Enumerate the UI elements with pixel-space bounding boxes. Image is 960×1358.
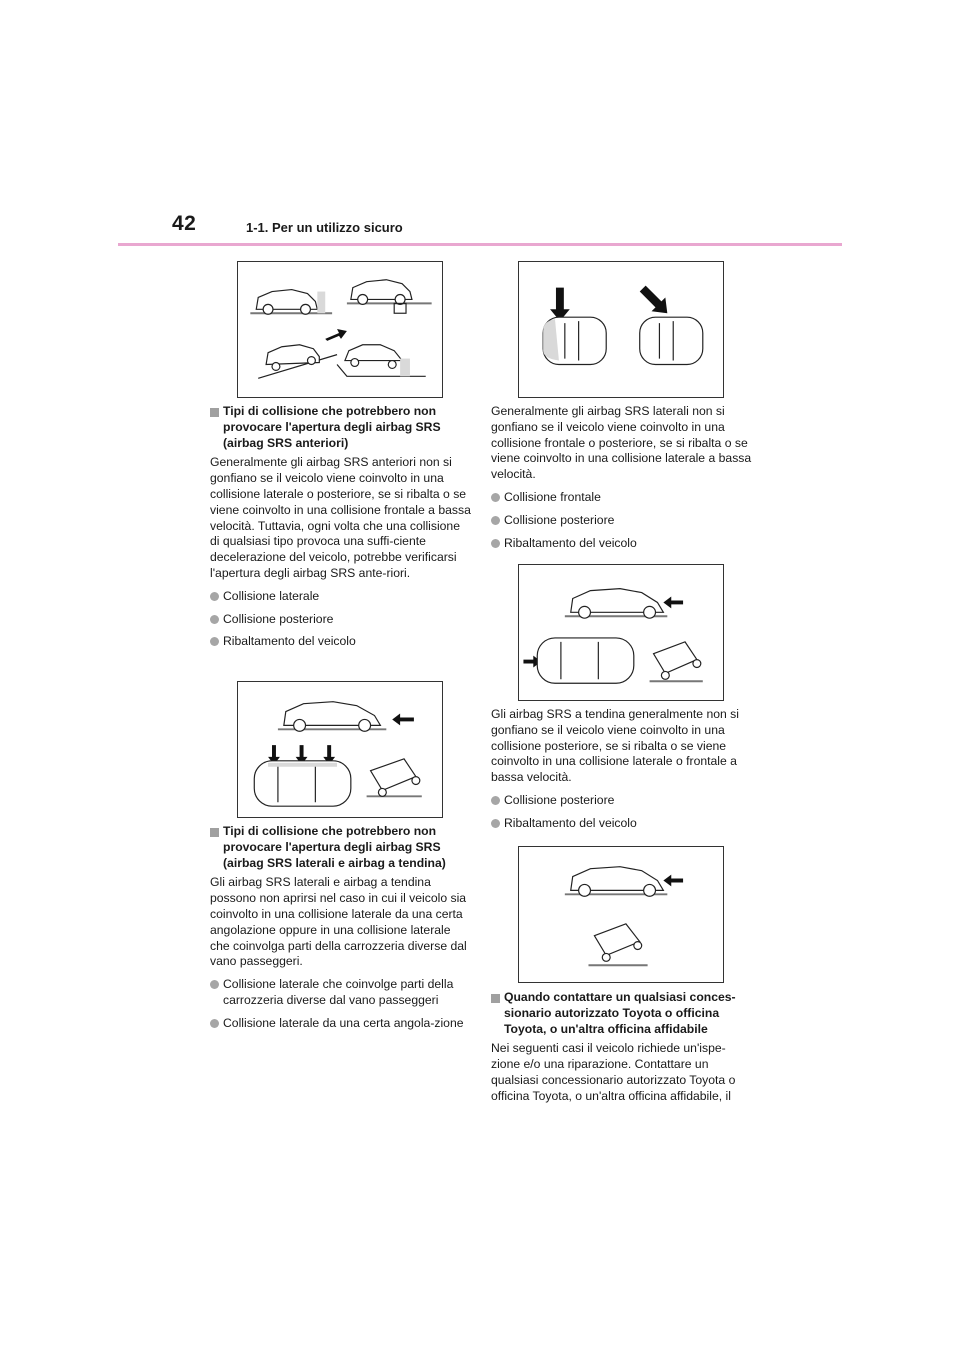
section-title: 1-1. Per un utilizzo sicuro: [246, 220, 403, 235]
side-collisions-illustration: [519, 262, 723, 397]
circle-bullet-icon: [491, 796, 500, 805]
bullet-item: Ribaltamento del veicolo: [491, 536, 753, 552]
figure-side-collisions-top: [518, 261, 724, 398]
figure-side-rear-rollover: [237, 681, 443, 818]
heading-when-to-contact-dealer: Quando contattare un qualsiasi conces-sionario autorizzato Toyota o officina Toyota, o un'altra officina affidabile: [491, 990, 753, 1037]
front-rear-rollover-illustration: [519, 565, 723, 700]
header-rule: [118, 243, 842, 246]
paragraph-curtain-airbag: Gli airbag SRS a tendina generalmente non si gonfiano se il veicolo viene coinvolto in una collisione posteriore, se si ribalta o se viene coinvolto in una collisione laterale o frontale a bassa velocità.: [491, 707, 739, 785]
circle-bullet-icon: [210, 637, 219, 646]
square-bullet-icon: [210, 828, 219, 837]
paragraph-front-airbag: Generalmente gli airbag SRS anteriori non si gonfiano se il veicolo viene coinvolto in una collisione laterale o posteriore, se si ribalta o se viene coinvolto in una collisione frontale a bassa velocità. Tuttavia, ogni volta che una collisione di qualsiasi tipo provoca una suffi-ciente decelerazione del veicolo, potrebbe verificarsi l'apertura degli airbag SRS ante-riori.: [210, 455, 471, 580]
figure-front-rear-rollover: [518, 564, 724, 701]
circle-bullet-icon: [210, 615, 219, 624]
bullet-item: Collisione frontale: [491, 490, 753, 506]
bullet-item: Collisione posteriore: [491, 513, 753, 529]
circle-bullet-icon: [210, 1019, 219, 1028]
circle-bullet-icon: [491, 819, 500, 828]
square-bullet-icon: [210, 408, 219, 417]
circle-bullet-icon: [491, 539, 500, 548]
bullet-item: Collisione laterale: [210, 589, 472, 605]
circle-bullet-icon: [491, 516, 500, 525]
heading-front-airbag-collision-types: Tipi di collisione che potrebbero non provocare l'apertura degli airbag SRS (airbag SRS anteriori): [210, 404, 472, 451]
page-number: 42: [172, 212, 197, 235]
bullet-item: Collisione laterale che coinvolge parti della carrozzeria diverse dal vano passeggeri: [210, 977, 472, 1009]
side-rear-rollover-illustration: [238, 682, 442, 817]
bullet-item: Collisione laterale da una certa angola-zione: [210, 1016, 472, 1032]
rear-rollover-illustration: [519, 847, 723, 982]
figure-rear-rollover: [518, 846, 724, 983]
circle-bullet-icon: [491, 493, 500, 502]
figure-front-collisions: [237, 261, 443, 398]
bullet-item: Collisione posteriore: [210, 612, 472, 628]
square-bullet-icon: [491, 994, 500, 1003]
front-collisions-illustration: [238, 262, 442, 397]
bullet-item: Collisione posteriore: [491, 793, 753, 809]
paragraph-side-airbag: Generalmente gli airbag SRS laterali non si gonfiano se il veicolo viene coinvolto in una collisione frontale o posteriore, se si ribalta o se viene coinvolto in una collisione laterale a bassa velocità.: [491, 404, 752, 482]
circle-bullet-icon: [210, 980, 219, 989]
paragraph-side-curtain-airbag: Gli airbag SRS laterali e airbag a tendina possono non aprirsi nel caso in cui il veicolo sia coinvolto in una collisione laterale da una certa angolazione oppure in una collisione laterale che coinvolga parti della carrozzeria diverse dal vano passeggeri.: [210, 875, 467, 969]
heading-side-curtain-airbag-collision-types: Tipi di collisione che potrebbero non provocare l'apertura degli airbag SRS (airbag SRS laterali e airbag a tendina): [210, 824, 472, 871]
paragraph-inspection-repair: Nei seguenti casi il veicolo richiede un'ispe-zione e/o una riparazione. Contattare un qualsiasi concessionario autorizzato Toyota o officina Toyota, o un'altra officina affidabile, il: [491, 1041, 736, 1103]
bullet-item: Ribaltamento del veicolo: [210, 634, 472, 650]
bullet-item: Ribaltamento del veicolo: [491, 816, 753, 832]
circle-bullet-icon: [210, 592, 219, 601]
